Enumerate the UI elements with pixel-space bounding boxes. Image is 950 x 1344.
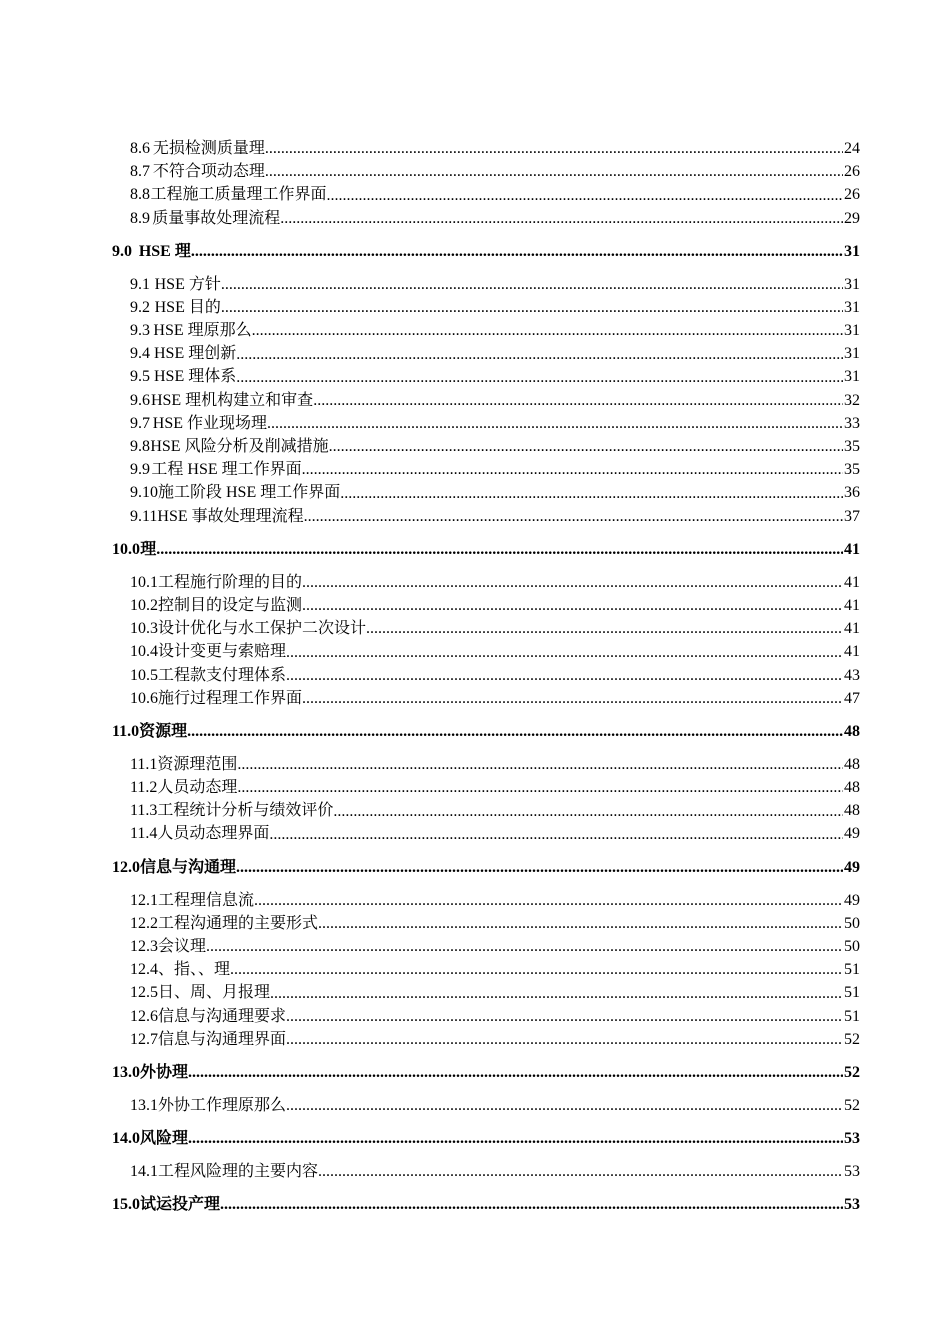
toc-dot-leader — [333, 800, 843, 823]
toc-section-entry[interactable] — [112, 342, 860, 365]
toc-dot-leader — [340, 482, 843, 505]
toc-entry-number: 9.2 — [130, 298, 150, 316]
toc-entry-number: 12.2 — [130, 914, 158, 932]
toc-entry-number: 9.5 — [130, 368, 150, 386]
toc-entry-number: 12.6 — [130, 1007, 158, 1025]
toc-entry-page-number: 51 — [844, 961, 860, 979]
toc-dot-leader — [280, 207, 843, 230]
toc-entry-title: 工程 HSE 理工作界面 — [151, 461, 302, 479]
toc-section-entry[interactable] — [112, 1005, 860, 1028]
toc-dot-leader — [302, 458, 843, 481]
toc-entry-number: 11.2 — [130, 779, 158, 797]
toc-entry-number: 11.3 — [130, 802, 158, 820]
toc-dot-leader — [221, 296, 843, 319]
toc-entry-page-number: 52 — [844, 1030, 860, 1048]
toc-entry-title: 信息与沟通理 — [140, 858, 237, 876]
toc-section-entry[interactable] — [112, 687, 860, 710]
toc-entry-title: HSE 作业现场理 — [152, 414, 268, 432]
toc-chapter-entry[interactable] — [112, 240, 860, 263]
toc-dot-leader — [230, 958, 843, 981]
toc-section-entry[interactable] — [112, 505, 860, 528]
toc-entry-title: 试运投产理 — [140, 1196, 221, 1214]
toc-section-entry[interactable] — [112, 389, 860, 412]
toc-entry-page-number: 48 — [844, 722, 860, 740]
toc-entry-number: 14.0 — [112, 1130, 140, 1148]
toc-dot-leader — [286, 1028, 843, 1051]
toc-entry-number: 9.7 — [130, 414, 150, 432]
toc-entry-page-number: 43 — [844, 666, 860, 684]
toc-entry-page-number: 53 — [844, 1196, 860, 1214]
toc-section-entry[interactable] — [112, 571, 860, 594]
toc-dot-leader — [236, 366, 843, 389]
toc-dot-leader — [329, 435, 843, 458]
toc-entry-title: HSE 方针 — [154, 275, 221, 293]
toc-entry-page-number: 26 — [844, 186, 860, 204]
toc-entry-title: 不符合项动态理 — [152, 163, 265, 181]
toc-dot-leader — [188, 1127, 843, 1150]
toc-section-entry[interactable] — [112, 912, 860, 935]
toc-entry-page-number: 29 — [844, 209, 860, 227]
toc-entry-page-number: 35 — [844, 438, 860, 456]
toc-dot-leader — [270, 982, 843, 1005]
toc-section-entry[interactable] — [112, 207, 860, 230]
toc-entry-number: 10.4 — [130, 643, 158, 661]
toc-entry-number: 12.0 — [112, 858, 140, 876]
toc-entry-number: 9.8 — [130, 438, 150, 456]
toc-section-entry[interactable] — [112, 935, 860, 958]
toc-entry-title: HSE 理原那么 — [153, 322, 252, 340]
toc-entry-number: 15.0 — [112, 1196, 140, 1214]
toc-entry-title: 信息与沟通理要求 — [158, 1007, 287, 1025]
toc-section-entry[interactable] — [112, 1160, 860, 1183]
toc-entry-title: 外协工作理原那么 — [158, 1096, 287, 1114]
toc-entry-page-number: 41 — [844, 540, 860, 558]
toc-entry-title: 设计优化与水工保护二次设计 — [158, 620, 367, 638]
toc-entry-page-number: 48 — [844, 802, 860, 820]
toc-entry-number: 10.2 — [130, 596, 158, 614]
toc-entry-number: 10.0 — [112, 540, 140, 558]
toc-dot-leader — [191, 240, 843, 263]
toc-section-entry[interactable] — [112, 435, 860, 458]
toc-section-entry[interactable] — [112, 481, 860, 504]
toc-section-entry[interactable] — [112, 296, 860, 319]
toc-entry-page-number: 32 — [844, 391, 860, 409]
toc-dot-leader — [286, 641, 843, 664]
toc-entry-title: 质量事故处理流程 — [152, 209, 281, 227]
toc-dot-leader — [156, 538, 843, 561]
toc-entry-title: 工程理信息流 — [158, 891, 255, 909]
toc-entry-title: 设计变更与索赔理 — [158, 643, 287, 661]
toc-entry-title: 施行过程理工作界面 — [158, 689, 303, 707]
toc-entry-title: HSE 风险分析及削减措施 — [150, 438, 329, 456]
toc-dot-leader — [269, 823, 843, 846]
toc-chapter-entry[interactable] — [112, 720, 860, 743]
toc-entry-title: 施工阶段 HSE 理工作界面 — [158, 484, 341, 502]
toc-entry-title: HSE 理 — [138, 242, 191, 260]
toc-section-entry[interactable] — [112, 889, 860, 912]
toc-entry-page-number: 31 — [844, 298, 860, 316]
toc-entry-page-number: 53 — [844, 1163, 860, 1181]
toc-entry-page-number: 50 — [844, 938, 860, 956]
toc-dot-leader — [265, 160, 843, 183]
toc-entry-number: 8.8 — [130, 186, 150, 204]
toc-section-entry[interactable] — [112, 981, 860, 1004]
toc-entry-title: 理 — [140, 540, 157, 558]
toc-entry-number: 11.1 — [130, 755, 158, 773]
toc-section-entry[interactable] — [112, 664, 860, 687]
toc-entry-number: 12.7 — [130, 1030, 158, 1048]
toc-dot-leader — [304, 505, 843, 528]
toc-section-entry[interactable] — [112, 183, 860, 206]
toc-entry-number: 12.3 — [130, 938, 158, 956]
toc-chapter-entry[interactable] — [112, 1061, 860, 1084]
toc-entry-title: 工程沟通理的主要形式 — [158, 914, 319, 932]
toc-entry-page-number: 49 — [844, 891, 860, 909]
toc-dot-leader — [286, 664, 843, 687]
toc-dot-leader — [236, 343, 843, 366]
toc-entry-page-number: 33 — [844, 414, 860, 432]
toc-section-entry[interactable] — [112, 594, 860, 617]
toc-dot-leader — [206, 935, 843, 958]
toc-entry-title: 控制目的设定与监测 — [158, 596, 303, 614]
toc-section-entry[interactable] — [112, 412, 860, 435]
toc-section-entry[interactable] — [112, 160, 860, 183]
toc-entry-page-number: 26 — [844, 163, 860, 181]
toc-dot-leader — [302, 594, 843, 617]
toc-dot-leader — [326, 184, 843, 207]
toc-entry-number: 10.1 — [130, 573, 158, 591]
toc-entry-number: 14.1 — [130, 1163, 158, 1181]
toc-dot-leader — [237, 753, 843, 776]
toc-section-entry[interactable] — [112, 319, 860, 342]
toc-entry-title: 工程风险理的主要内容 — [158, 1163, 319, 1181]
toc-entry-page-number: 48 — [844, 779, 860, 797]
toc-entry-number: 9.1 — [130, 275, 150, 293]
toc-entry-number: 8.6 — [130, 139, 150, 157]
toc-entry-page-number: 47 — [844, 689, 860, 707]
toc-dot-leader — [318, 1160, 843, 1183]
toc-entry-page-number: 50 — [844, 914, 860, 932]
toc-entry-title: 、指、、理 — [158, 961, 231, 979]
toc-entry-number: 9.10 — [130, 484, 158, 502]
toc-entry-title: 工程统计分析与绩效评价 — [157, 802, 334, 820]
toc-entry-page-number: 37 — [844, 507, 860, 525]
toc-entry-page-number: 31 — [844, 368, 860, 386]
toc-entry-page-number: 31 — [844, 345, 860, 363]
toc-dot-leader — [188, 1061, 843, 1084]
toc-entry-page-number: 41 — [844, 573, 860, 591]
toc-section-entry[interactable] — [112, 273, 860, 296]
toc-entry-page-number: 52 — [844, 1096, 860, 1114]
toc-entry-title: HSE 理体系 — [154, 368, 237, 386]
toc-entry-page-number: 49 — [844, 825, 860, 843]
toc-entry-number: 9.9 — [130, 461, 150, 479]
toc-chapter-entry[interactable] — [112, 538, 860, 561]
toc-section-entry[interactable] — [112, 617, 860, 640]
toc-entry-page-number: 52 — [844, 1064, 860, 1081]
toc-entry-number: 9.3 — [130, 322, 150, 340]
toc-entry-page-number: 35 — [844, 461, 860, 479]
toc-dot-leader — [318, 912, 843, 935]
toc-section-entry[interactable] — [112, 1094, 860, 1117]
toc-entry-title: HSE 事故处理理流程 — [157, 507, 304, 525]
toc-entry-page-number: 31 — [844, 275, 860, 293]
toc-dot-leader — [237, 776, 843, 799]
toc-entry-number: 13.0 — [112, 1064, 140, 1081]
toc-entry-title: 人员动态理 — [157, 779, 238, 797]
toc-entry-number: 8.7 — [130, 163, 150, 181]
toc-dot-leader — [302, 571, 843, 594]
toc-entry-number: 10.5 — [130, 666, 158, 684]
toc-chapter-entry[interactable] — [112, 1127, 860, 1150]
toc-dot-leader — [313, 389, 843, 412]
toc-section-entry[interactable] — [112, 366, 860, 389]
toc-dot-leader — [286, 1094, 843, 1117]
toc-entry-title: 人员动态理界面 — [157, 825, 270, 843]
toc-entry-page-number: 41 — [844, 643, 860, 661]
toc-entry-title: HSE 理创新 — [154, 345, 237, 363]
toc-entry-number: 12.4 — [130, 961, 158, 979]
toc-entry-title: 工程款支付理体系 — [158, 666, 287, 684]
toc-entry-title: 信息与沟通理界面 — [158, 1030, 287, 1048]
toc-entry-number: 11.0 — [112, 722, 140, 740]
toc-entry-page-number: 24 — [844, 139, 860, 157]
toc-entry-page-number: 51 — [844, 1007, 860, 1025]
toc-dot-leader — [254, 889, 843, 912]
toc-entry-page-number: 41 — [844, 620, 860, 638]
toc-entry-page-number: 53 — [844, 1130, 860, 1148]
toc-entry-number: 10.3 — [130, 620, 158, 638]
toc-entry-number: 9.11 — [130, 507, 158, 525]
toc-entry-title: 工程施行阶理的目的 — [158, 573, 303, 591]
toc-section-entry[interactable] — [112, 823, 860, 846]
toc-entry-title: 资源理范围 — [157, 755, 238, 773]
toc-section-entry[interactable] — [112, 137, 860, 160]
toc-entry-page-number: 31 — [844, 322, 860, 340]
toc-section-entry[interactable] — [112, 458, 860, 481]
toc-section-entry[interactable] — [112, 1028, 860, 1051]
toc-dot-leader — [236, 856, 843, 879]
toc-entry-number: 11.4 — [130, 825, 158, 843]
toc-chapter-entry[interactable] — [112, 1193, 860, 1216]
toc-dot-leader — [302, 687, 843, 710]
toc-entry-title: HSE 理机构建立和审查 — [150, 391, 314, 409]
toc-dot-leader — [252, 319, 843, 342]
toc-entry-title: 工程施工质量理工作界面 — [150, 186, 327, 204]
toc-entry-page-number: 51 — [844, 984, 860, 1002]
toc-section-entry[interactable] — [112, 958, 860, 981]
toc-entry-number: 13.1 — [130, 1096, 158, 1114]
toc-entry-title: 会议理 — [158, 938, 207, 956]
toc-entry-number: 9.0 — [112, 242, 132, 260]
toc-dot-leader — [265, 137, 843, 160]
toc-dot-leader — [366, 617, 843, 640]
toc-entry-number: 8.9 — [130, 209, 150, 227]
toc-entry-title: 风险理 — [140, 1130, 189, 1148]
toc-entry-title: 资源理 — [139, 722, 188, 740]
toc-entry-title: 无损检测质量理 — [152, 139, 265, 157]
toc-entry-page-number: 48 — [844, 755, 860, 773]
toc-entry-title: 外协理 — [140, 1064, 189, 1081]
toc-section-entry[interactable] — [112, 799, 860, 822]
toc-entry-number: 12.1 — [130, 891, 158, 909]
table-of-contents — [112, 137, 860, 1226]
toc-section-entry[interactable] — [112, 753, 860, 776]
toc-entry-title: HSE 目的 — [154, 298, 221, 316]
toc-dot-leader — [221, 273, 843, 296]
toc-section-entry[interactable] — [112, 776, 860, 799]
toc-entry-page-number: 36 — [844, 484, 860, 502]
toc-entry-title: 日、周、月报理 — [158, 984, 271, 1002]
toc-section-entry[interactable] — [112, 640, 860, 663]
toc-entry-page-number: 41 — [844, 596, 860, 614]
toc-entry-number: 9.4 — [130, 345, 150, 363]
toc-entry-page-number: 49 — [844, 858, 860, 876]
toc-dot-leader — [286, 1005, 843, 1028]
toc-dot-leader — [187, 720, 843, 743]
toc-chapter-entry[interactable] — [112, 856, 860, 879]
toc-entry-number: 9.6 — [130, 391, 150, 409]
toc-dot-leader — [220, 1193, 843, 1216]
toc-entry-page-number: 31 — [844, 242, 860, 260]
toc-entry-number: 12.5 — [130, 984, 158, 1002]
toc-entry-number: 10.6 — [130, 689, 158, 707]
toc-dot-leader — [267, 412, 843, 435]
